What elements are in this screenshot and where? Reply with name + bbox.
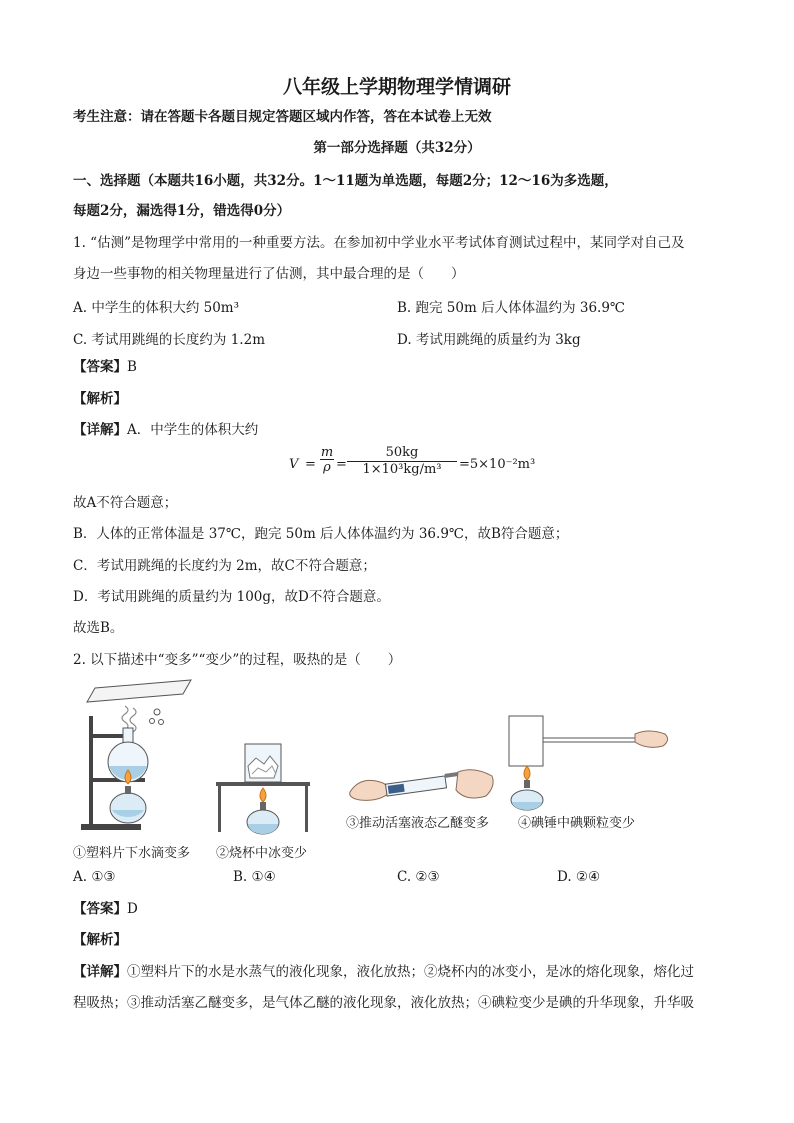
q1-detail-line-4: C．考试用跳绳的长度约为 2m，故C不符合题意； [73, 558, 376, 574]
answer-value: D [127, 901, 138, 917]
answer-tag: 【答案】 [73, 359, 127, 375]
q1-option-c: C. 考试用跳绳的长度约为 1.2m [73, 332, 265, 348]
q2-analysis-tag: 【解析】 [73, 932, 127, 948]
q1-detail-line-5: D．考试用跳绳的质量约为 100g，故D不符合题意。 [73, 589, 390, 605]
q2-detail-line-2: 程吸热；③推动活塞乙醚变多，是气体乙醚的液化现象，液化放热；④碘粒变少是碘的升华现象，升华吸 [73, 995, 694, 1011]
detail-text: ①塑料片下的水是水蒸气的液化现象，液化放热；②烧杯内的冰变小，是冰的熔化现象，熔化过 [127, 964, 694, 980]
figure-4-iodine-hammer [505, 712, 675, 812]
q1-detail-line-6: 故选B。 [73, 620, 124, 636]
q1-answer [73, 358, 137, 376]
q2-option-d: D. ②④ [557, 869, 601, 885]
answer-tag: 【答案】 [73, 901, 127, 917]
section-header-line-1: 一、选择题（本题共16小题，共32分。1～11题为单选题，每题2分；12～16为多选题， [73, 173, 618, 189]
detail-text: A．中学生的体积大约 [127, 422, 259, 438]
detail-tag: 【详解】 [73, 964, 127, 980]
q1-detail-line-2: 故A不符合题意； [73, 495, 178, 511]
figure-4-caption: ④碘锤中碘颗粒变少 [518, 816, 636, 831]
formula-lhs: V [289, 457, 299, 472]
figure-2-beaker-ice [212, 740, 312, 838]
q2-answer [73, 900, 138, 918]
formula-frac2-numerator: 50kg [347, 445, 457, 462]
q1-option-a: A. 中学生的体积大约 50m³ [73, 300, 240, 316]
q2-option-c: C. ②③ [397, 869, 440, 885]
figure-3-caption: ③推动活塞液态乙醚变多 [346, 816, 490, 831]
formula-fraction-1 [320, 445, 334, 474]
q2-option-a: A. ①③ [73, 869, 116, 885]
formula-frac1-numerator: m [320, 445, 334, 460]
figure-3-syringe-ether [346, 762, 498, 810]
volume-formula [289, 443, 536, 485]
exam-notice: 考生注意：请在答题卡各题目规定答题区域内作答，答在本试卷上无效 [73, 109, 492, 125]
q1-option-b: B. 跑完 50m 后人体体温约为 36.9℃ [397, 300, 626, 316]
q2-stem: 2. 以下描述中“变多”“变少”的过程，吸热的是（ ） [73, 652, 402, 668]
formula-equals: = [305, 457, 316, 472]
formula-fraction-2 [347, 445, 457, 476]
figure-1-caption: ①塑料片下水滴变多 [73, 846, 191, 861]
q1-detail-line-1 [73, 421, 258, 439]
q1-analysis-tag: 【解析】 [73, 391, 127, 407]
formula-equals-2: = [336, 457, 347, 472]
figure-2-caption: ②烧杯中冰变少 [216, 846, 308, 861]
q2-detail-line-1 [73, 963, 694, 981]
detail-tag: 【详解】 [73, 422, 127, 438]
q1-option-d: D. 考试用跳绳的质量约为 3kg [397, 332, 581, 348]
q1-detail-line-3: B．人体的正常体温是 37℃，跑完 50m 后人体体温约为 36.9℃，故B符合题意； [73, 526, 569, 542]
figure-1-flask-plastic-sheet [73, 676, 198, 836]
formula-frac1-denominator: ρ [323, 460, 331, 475]
formula-result: =5×10⁻²m³ [459, 457, 536, 472]
part-title: 第一部分选择题（共32分） [313, 140, 481, 156]
q1-stem-line-2: 身边一些事物的相关物理量进行了估测，其中最合理的是（ ） [73, 266, 465, 282]
answer-value: B [127, 359, 137, 375]
formula-frac2-denominator: 1×10³kg/m³ [362, 462, 442, 477]
page-title: 八年级上学期物理学情调研 [282, 76, 511, 98]
q2-option-b: B. ①④ [233, 869, 276, 885]
section-header-line-2: 每题2分，漏选得1分，错选得0分） [73, 203, 291, 219]
q1-stem-line-1: 1. “估测”是物理学中常用的一种重要方法。在参加初中学业水平考试体育测试过程中，某同学对自己及 [73, 235, 685, 251]
